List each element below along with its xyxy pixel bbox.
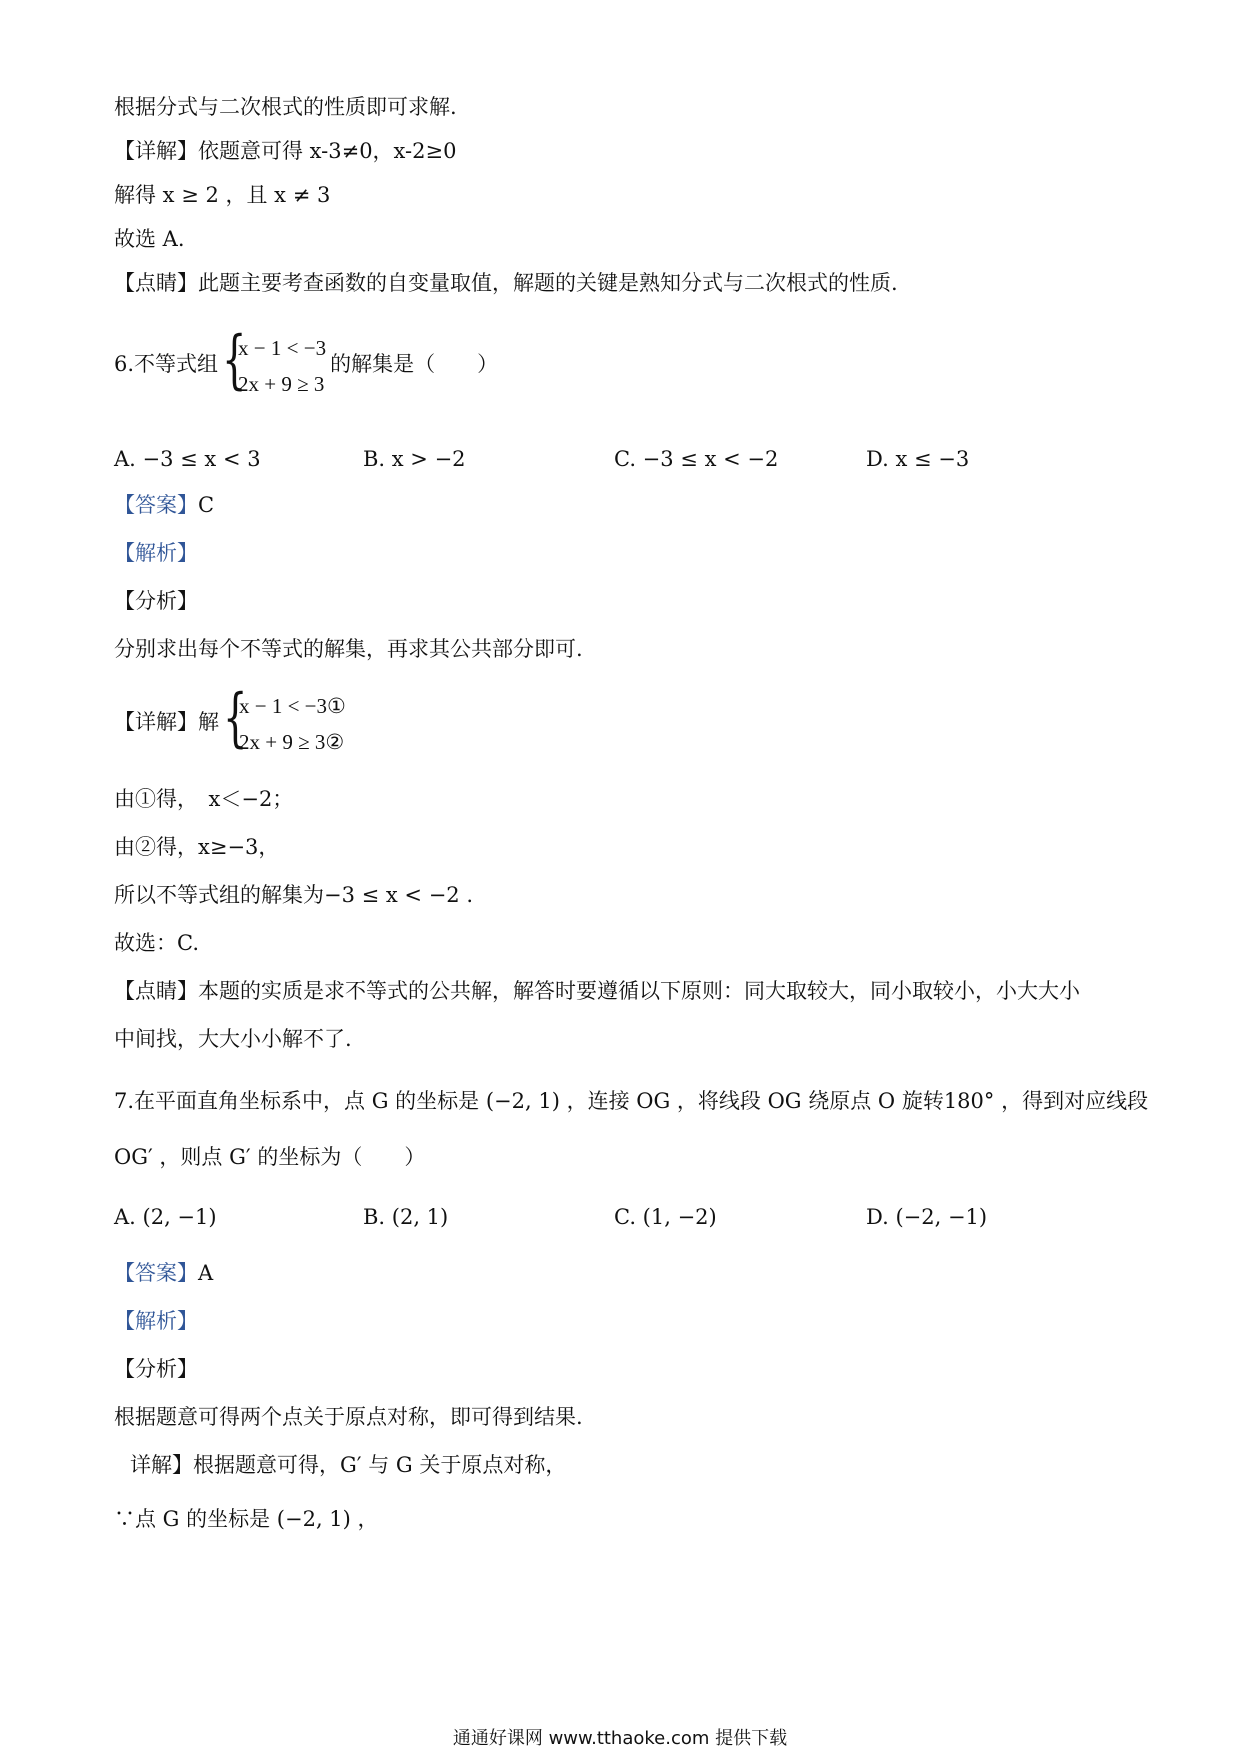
answer-line (114, 1258, 213, 1288)
question-6 (114, 322, 499, 402)
option-c: C. −3 ≤ x < −2 (614, 447, 779, 471)
text-line: 【点睛】本题的实质是求不等式的公共解，解答时要遵循以下原则：同大取较大，同小取较小，小大大小 (114, 979, 1080, 1003)
text-line: 所以不等式组的解集为−3 ≤ x < −2 . (114, 883, 473, 907)
fenxi-label: 【分析】 (114, 1357, 198, 1381)
footer: 通通好课网 www.tthaoke.com 提供下载 (452, 1728, 788, 1749)
system-row: 2x + 9 ≥ 3 (238, 371, 325, 396)
option-a: A. −3 ≤ x < 3 (114, 447, 261, 471)
answer-value: C (198, 493, 215, 517)
analysis-label: 【解析】 (114, 1309, 198, 1333)
inequality-system (223, 680, 346, 760)
text-line: 【详解】依题意可得 x-3≠0，x-2≥0 (114, 139, 457, 163)
text-line: 由②得，x≥−3， (114, 835, 280, 859)
question-7: 7.在平面直角坐标系中，点 G 的坐标是 (−2, 1) ，连接 OG ，将线段 OG 绕原点 O 旋转180° ，得到对应线段 (114, 1089, 1149, 1113)
brace: { (222, 322, 247, 397)
text-line: 故选：C. (114, 931, 199, 955)
brace: { (223, 680, 248, 755)
text-line: 解得 x ≥ 2 ，且 x ≠ 3 (114, 183, 331, 207)
question-6-suffix: 的解集是（ ） (330, 352, 499, 376)
text-line: 【点睛】此题主要考查函数的自变量取值，解题的关键是熟知分式与二次根式的性质. (114, 271, 898, 295)
question-6-prefix: 6.不等式组 (114, 352, 219, 376)
option-c: C. (1, −2) (614, 1205, 717, 1229)
text-line: 分别求出每个不等式的解集，再求其公共部分即可. (114, 637, 583, 661)
fenxi-label: 【分析】 (114, 589, 198, 613)
text-line: 根据题意可得两个点关于原点对称，即可得到结果. (114, 1405, 583, 1429)
text-line: 中间找，大大小小解不了. (114, 1027, 352, 1051)
analysis-label: 【解析】 (114, 541, 198, 565)
system-row: x − 1 < −3① (239, 693, 346, 718)
option-b: B. x > −2 (363, 447, 466, 471)
system-row: 2x + 9 ≥ 3② (239, 729, 345, 754)
text-line: 根据分式与二次根式的性质即可求解. (114, 95, 457, 119)
text-line: 由①得， x＜−2； (114, 787, 294, 811)
text-line: 故选 A. (114, 227, 185, 251)
system-row: x − 1 < −3 (238, 335, 327, 360)
answer-label: 【答案】 (114, 1261, 198, 1285)
option-d: D. x ≤ −3 (866, 447, 970, 471)
answer-value: A (198, 1261, 214, 1285)
option-d: D. (−2, −1) (866, 1205, 988, 1229)
option-b: B. (2, 1) (363, 1205, 449, 1229)
detail-prefix: 【详解】解 (114, 710, 219, 734)
answer-label: 【答案】 (114, 493, 198, 517)
inequality-system (222, 322, 327, 402)
text-line: 详解】根据题意可得，G′ 与 G 关于原点对称， (130, 1453, 567, 1477)
answer-line (114, 490, 214, 520)
text-line: ∵点 G 的坐标是 (−2, 1) ， (114, 1507, 379, 1531)
option-a: A. (2, −1) (114, 1205, 217, 1229)
question-7-cont: OG′ ，则点 G′ 的坐标为（ ） (114, 1145, 426, 1169)
detail-line (114, 680, 350, 760)
